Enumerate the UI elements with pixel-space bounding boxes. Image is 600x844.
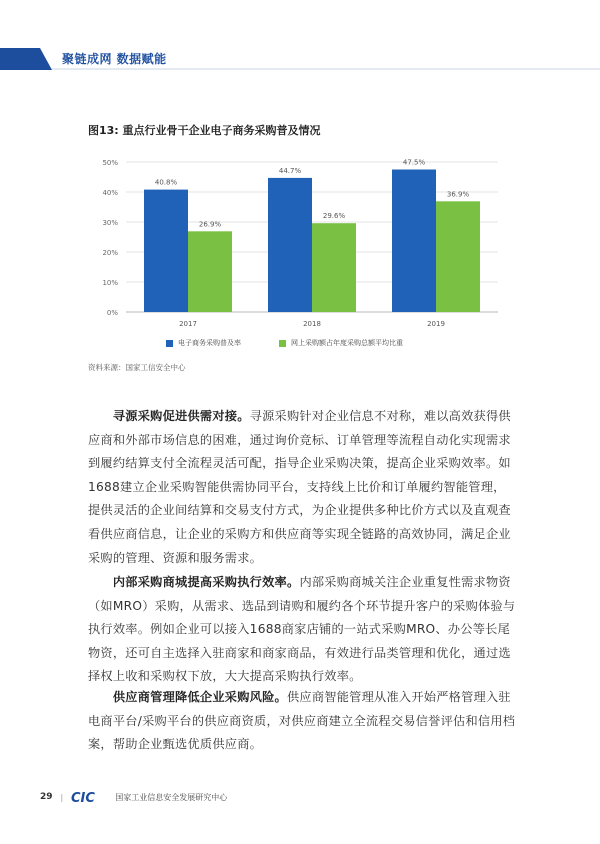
x-tick-label: 2018 xyxy=(303,320,321,328)
data-label: 44.7% xyxy=(278,166,302,175)
figure-source: 资料来源：国家工信安全中心 xyxy=(88,363,186,372)
paragraph-body: 内部采购商城关注企业重复性需求物资（如MRO）采购，从需求、选品到请购和履约各个环节提升客户的采购体验与执行效率。例如企业可以接入1688商家店铺的一站式采购MRO、办公等长尾物资，还可自主选择入驻商家和商家商品，有效进行品类管理和优化，通过选择权上收和采购权下放，大大提高采购执行效率。 xyxy=(88,575,516,684)
bar-share xyxy=(436,201,480,312)
paragraph-lead: 供应商管理降低企业采购风险。 xyxy=(112,690,287,704)
page-number: 29 xyxy=(40,792,53,802)
legend-label-share: 网上采购额占年度采购总额平均比重 xyxy=(291,339,403,347)
legend-item-adoption xyxy=(166,338,241,348)
bar-adoption xyxy=(392,170,436,313)
data-label: 40.8% xyxy=(154,178,178,187)
footer-org: 国家工业信息安全发展研究中心 xyxy=(115,792,228,802)
page-footer xyxy=(40,790,227,804)
header-accent xyxy=(0,48,52,70)
y-tick-label: 20% xyxy=(102,249,118,257)
y-tick-label: 30% xyxy=(102,219,118,227)
y-tick-label: 10% xyxy=(102,279,118,287)
figure-title: 图13: 重点行业骨干企业电子商务采购普及情况 xyxy=(88,124,321,137)
data-label: 36.9% xyxy=(446,190,470,199)
chart-legend xyxy=(166,338,441,348)
legend-swatch-green xyxy=(279,340,286,347)
cic-logo-text: CIC xyxy=(71,791,96,804)
paragraph-sourcing xyxy=(88,405,516,570)
legend-swatch-blue xyxy=(166,340,173,347)
paragraph-lead: 寻源采购促进供需对接。 xyxy=(112,409,250,423)
legend-label-adoption: 电子商务采购普及率 xyxy=(178,339,241,347)
paragraph-internal-mall xyxy=(88,571,516,689)
header-title: 聚链成网 数据赋能 xyxy=(62,52,167,66)
bar-adoption xyxy=(144,190,188,312)
y-tick-label: 50% xyxy=(102,159,118,167)
bar-share xyxy=(312,223,356,312)
bar-adoption xyxy=(268,178,312,312)
legend-item-share xyxy=(279,338,403,348)
paragraph-supplier-mgmt xyxy=(88,686,516,757)
bar-chart xyxy=(88,148,508,333)
paragraph-lead: 内部采购商城提高采购执行效率。 xyxy=(112,575,300,589)
x-tick-label: 2017 xyxy=(179,320,197,328)
data-label: 26.9% xyxy=(198,220,222,229)
y-tick-label: 40% xyxy=(102,189,118,197)
data-label: 47.5% xyxy=(402,158,426,167)
paragraph-body: 供应商智能管理从准入开始严格管理入驻电商平台/采购平台的供应商资质，对供应商建立全流程交易信誉评估和信用档案，帮助企业甄选优质供应商。 xyxy=(88,690,516,752)
footer-separator: | xyxy=(60,792,64,802)
paragraph-body: 寻源采购针对企业信息不对称，难以高效获得供应商和外部市场信息的困难，通过询价竞标、订单管理等流程自动化实现需求到履约结算支付全流程灵活可配，指导企业采购决策，提高企业采购效率。如1688建立企业采购智能供需协同平台，支持线上比价和订单履约智能管理，提供灵活的企业间结算和交易支付方式，为企业提供多种比价方式以及直观查看供应商信息，让企业的采购方和供应商等实现全链路的高效协同，满足企业采购的管理、资源和服务需求。 xyxy=(88,409,511,565)
data-label: 29.6% xyxy=(322,212,346,221)
x-tick-label: 2019 xyxy=(427,320,445,328)
y-tick-label: 0% xyxy=(106,309,118,317)
cic-logo xyxy=(71,790,109,804)
bar-share xyxy=(188,231,232,312)
